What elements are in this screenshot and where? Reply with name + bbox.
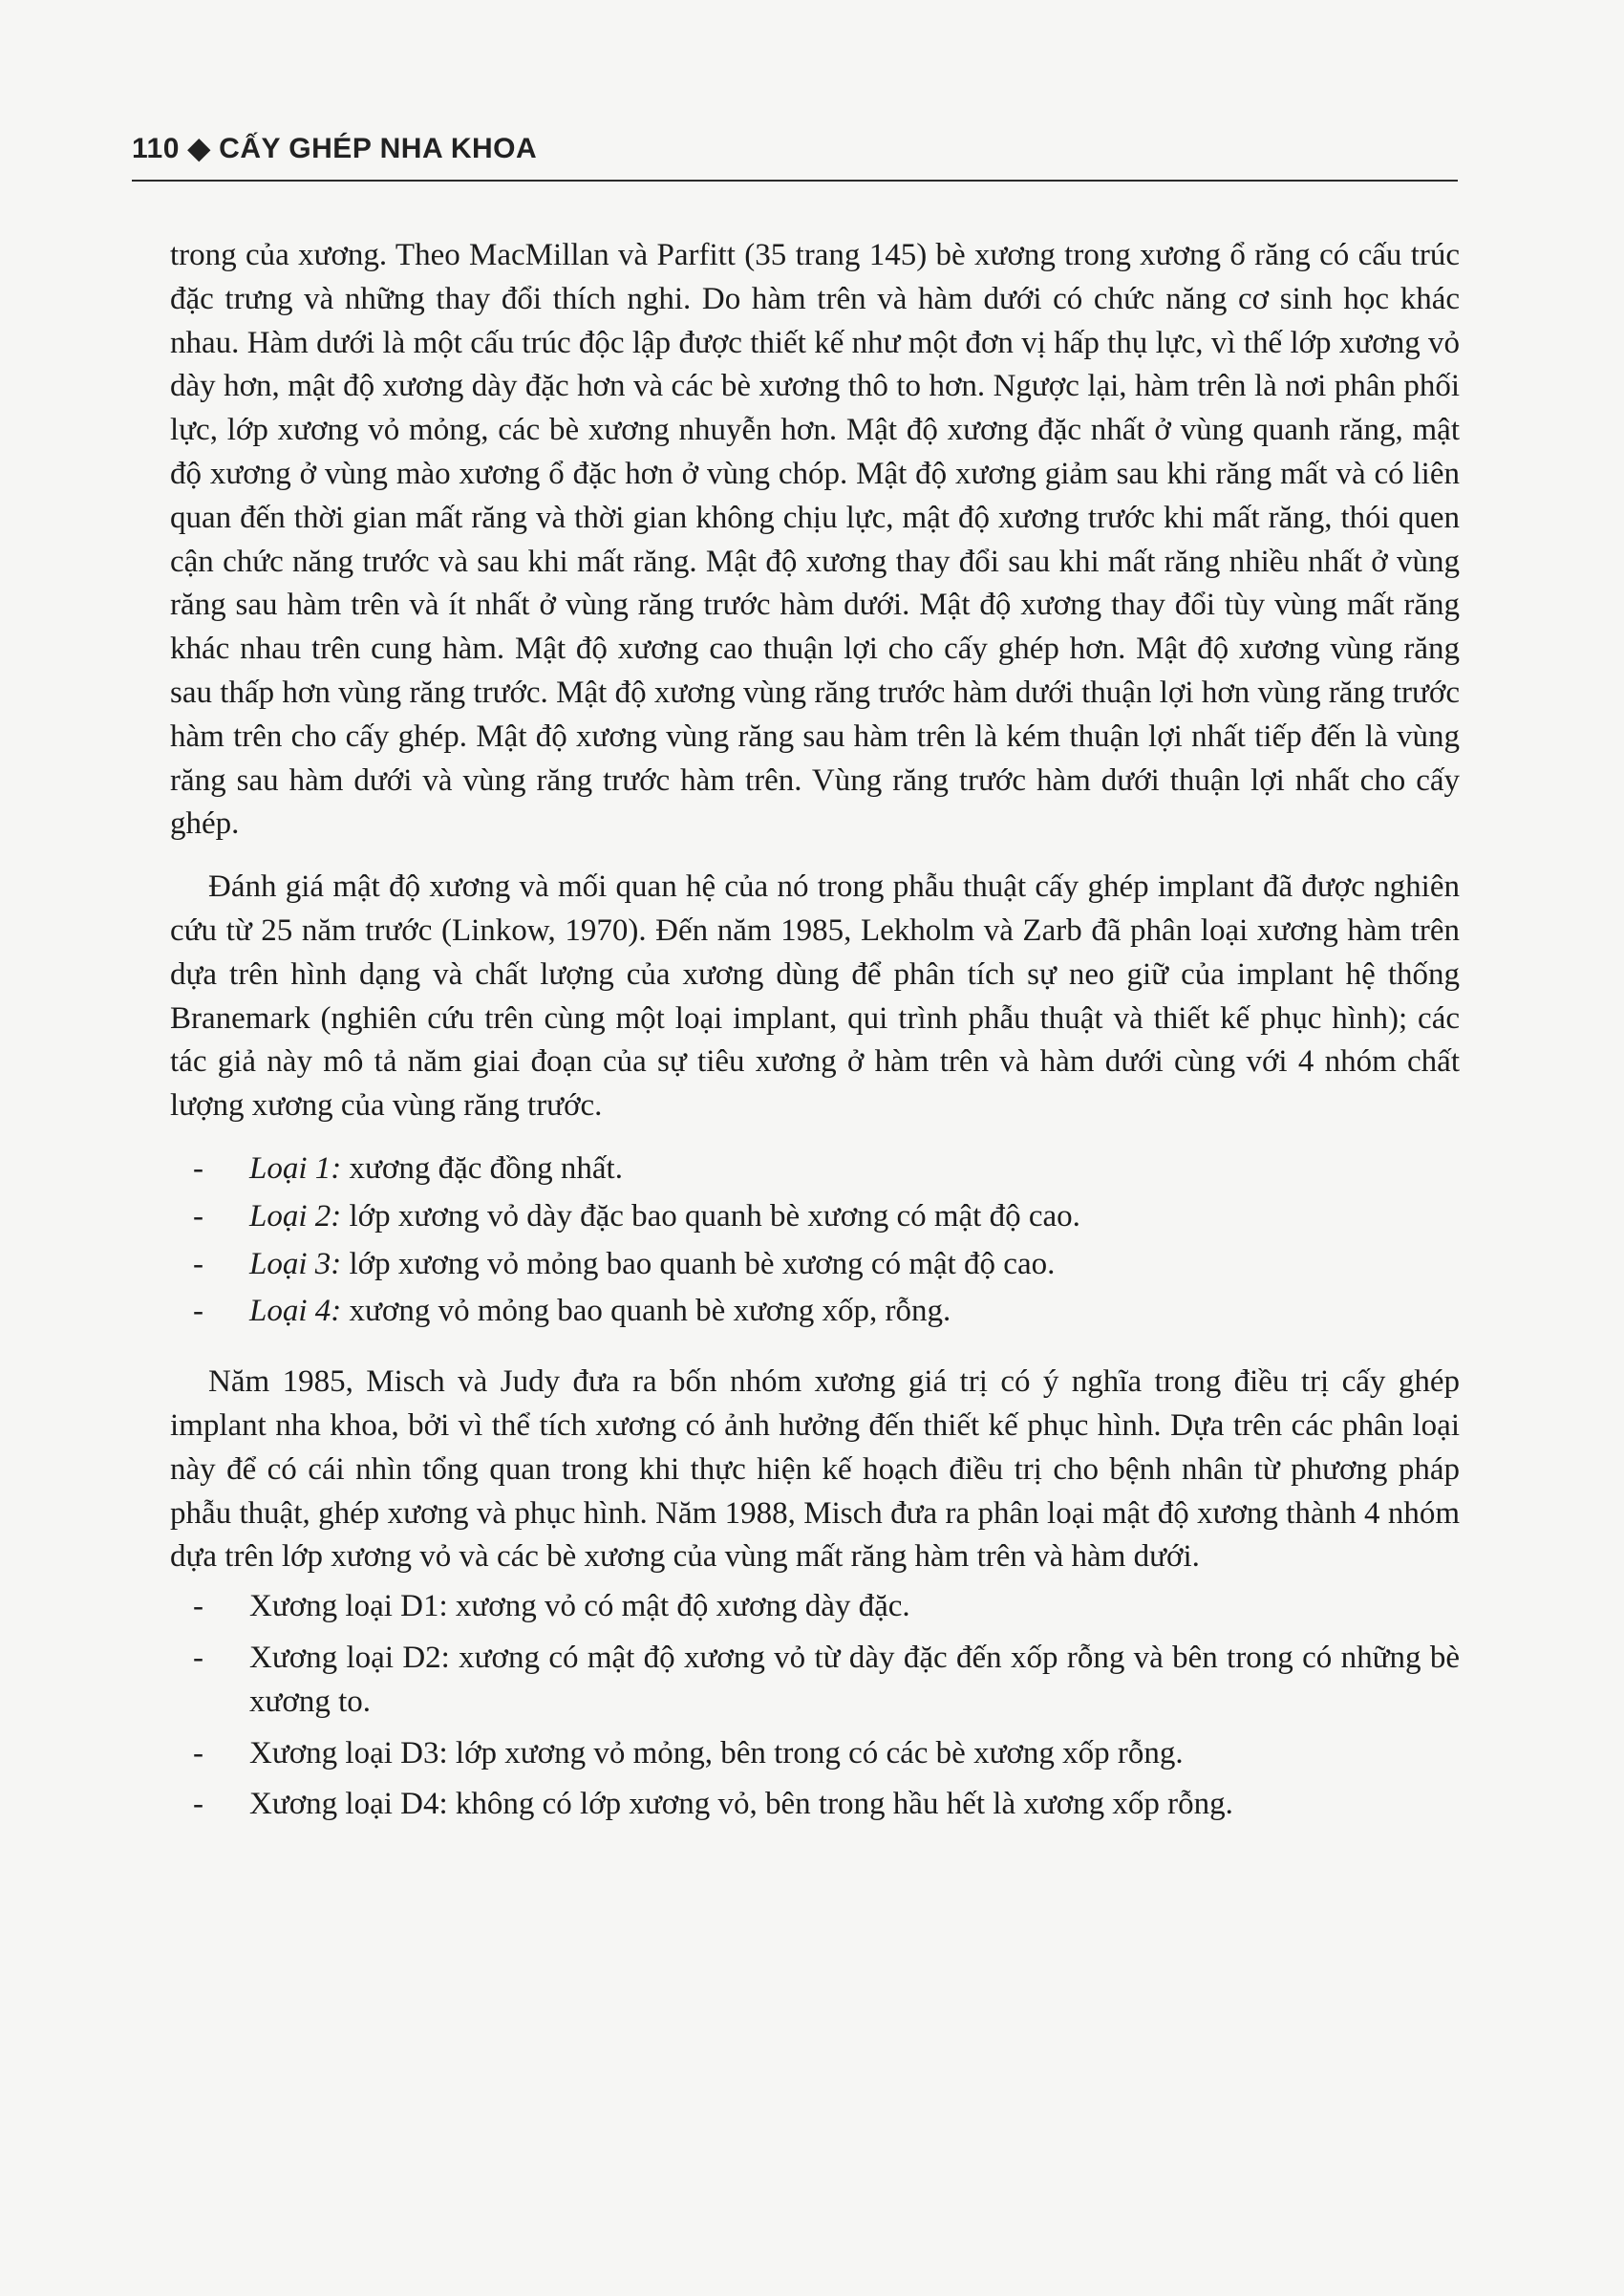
running-header [132,132,1458,182]
paragraph-2: Đánh giá mật độ xương và mối quan hệ của nó trong phẫu thuật cấy ghép implant đã được nghiên cứu từ 25 năm trước (Linkow, 1970). Đến năm 1985, Lekholm và Zarb đã phân loại xương hàm trên dựa trên hình dạng và chất lượng của xương dùng để phân tích sự neo giữ của implant hệ thống Branemark (nghiên cứu trên cùng một loại implant, qui trình phẫu thuật và thiết kế phục hình); các tác giả này mô tả năm giai đoạn của sự tiêu xương ở hàm trên và hàm dưới cùng với 4 nhóm chất lượng xương của vùng răng trước. [170,869,1460,1124]
paragraph-3: Năm 1985, Misch và Judy đưa ra bốn nhóm xương giá trị có ý nghĩa trong điều trị cấy ghép implant nha khoa, bởi vì thể tích xương có ảnh hưởng đến thiết kế phục hình. Dựa trên các phân loại này để có cái nhìn tổng quan trong khi thực hiện kế hoạch điều trị cho bệnh nhân từ phương pháp phẫu thuật, ghép xương và phục hình. Năm 1988, Misch đưa ra phân loại mật độ xương thành 4 nhóm dựa trên lớp xương vỏ và các bè xương của vùng mất răng hàm trên và hàm dưới. [170,1364,1460,1575]
list-item: - Loại 4: xương vỏ mỏng bao quanh bè xương xốp, rỗng. [193,1294,951,1329]
list-item: - Loại 3: lớp xương vỏ mỏng bao quanh bè xương có mật độ cao. [193,1246,1056,1281]
book-title: CẤY GHÉP NHA KHOA [219,133,538,164]
header-text [132,132,537,165]
list-item: - Loại 2: lớp xương vỏ dày đặc bao quanh bè xương có mật độ cao. [193,1198,1080,1234]
page-number: 110 [132,133,180,164]
list-item: - Xương loại D4: không có lớp xương vỏ, bên trong hầu hết là xương xốp rỗng. [193,1787,1233,1822]
list-item: - Loại 1: xương đặc đồng nhất. [193,1150,623,1186]
density-type-list [170,1585,1460,1827]
bone-type-list [170,1148,1460,1334]
list-item: - Xương loại D1: xương vỏ có mật độ xương dày đặc. [193,1589,910,1624]
body-text [170,234,1460,1835]
paragraph-1: trong của xương. Theo MacMillan và Parfitt (35 trang 145) bè xương trong xương ổ răng có cấu trúc đặc trưng và những thay đổi thích nghi. Do hàm trên và hàm dưới có chức năng cơ sinh học khác nhau. Hàm dưới là một cấu trúc độc lập được thiết kế như một đơn vị hấp thụ lực, vì thế lớp xương vỏ dày hơn, mật độ xương dày đặc hơn và các bè xương thô to hơn. Ngược lại, hàm trên là nơi phân phối lực, lớp xương vỏ mỏng, các bè xương nhuyễn hơn. Mật độ xương đặc nhất ở vùng quanh răng, mật độ xương ở vùng mào xương ổ đặc hơn ở vùng chóp. Mật độ xương giảm sau khi răng mất và có liên quan đến thời gian mất răng và thời gian không chịu lực, mật độ xương trước khi mất răng, thói quen cận chức năng trước và sau khi mất răng. Mật độ xương thay đổi sau khi mất răng nhiều nhất ở vùng răng sau hàm trên và ít nhất ở vùng răng trước hàm dưới. Mật độ xương thay đổi tùy vùng mất răng khác nhau trên cung hàm. Mật độ xương cao thuận lợi cho cấy ghép hơn. Mật độ xương vùng răng sau thấp hơn vùng răng trước. Mật độ xương vùng răng trước hàm dưới thuận lợi hơn vùng răng trước hàm trên cho cấy ghép. Mật độ xương vùng răng sau hàm trên là kém thuận lợi nhất tiếp đến là vùng răng sau hàm dưới và vùng răng trước hàm trên. Vùng răng trước hàm dưới thuận lợi nhất cho cấy ghép. [170,238,1460,842]
diamond-separator-icon: ◆ [187,133,211,164]
list-item: - Xương loại D2: xương có mật độ xương vỏ từ dày đặc đến xốp rỗng và bên trong có những bè xương to. [193,1640,1460,1719]
list-item: - Xương loại D3: lớp xương vỏ mỏng, bên trong có các bè xương xốp rỗng. [193,1735,1184,1770]
